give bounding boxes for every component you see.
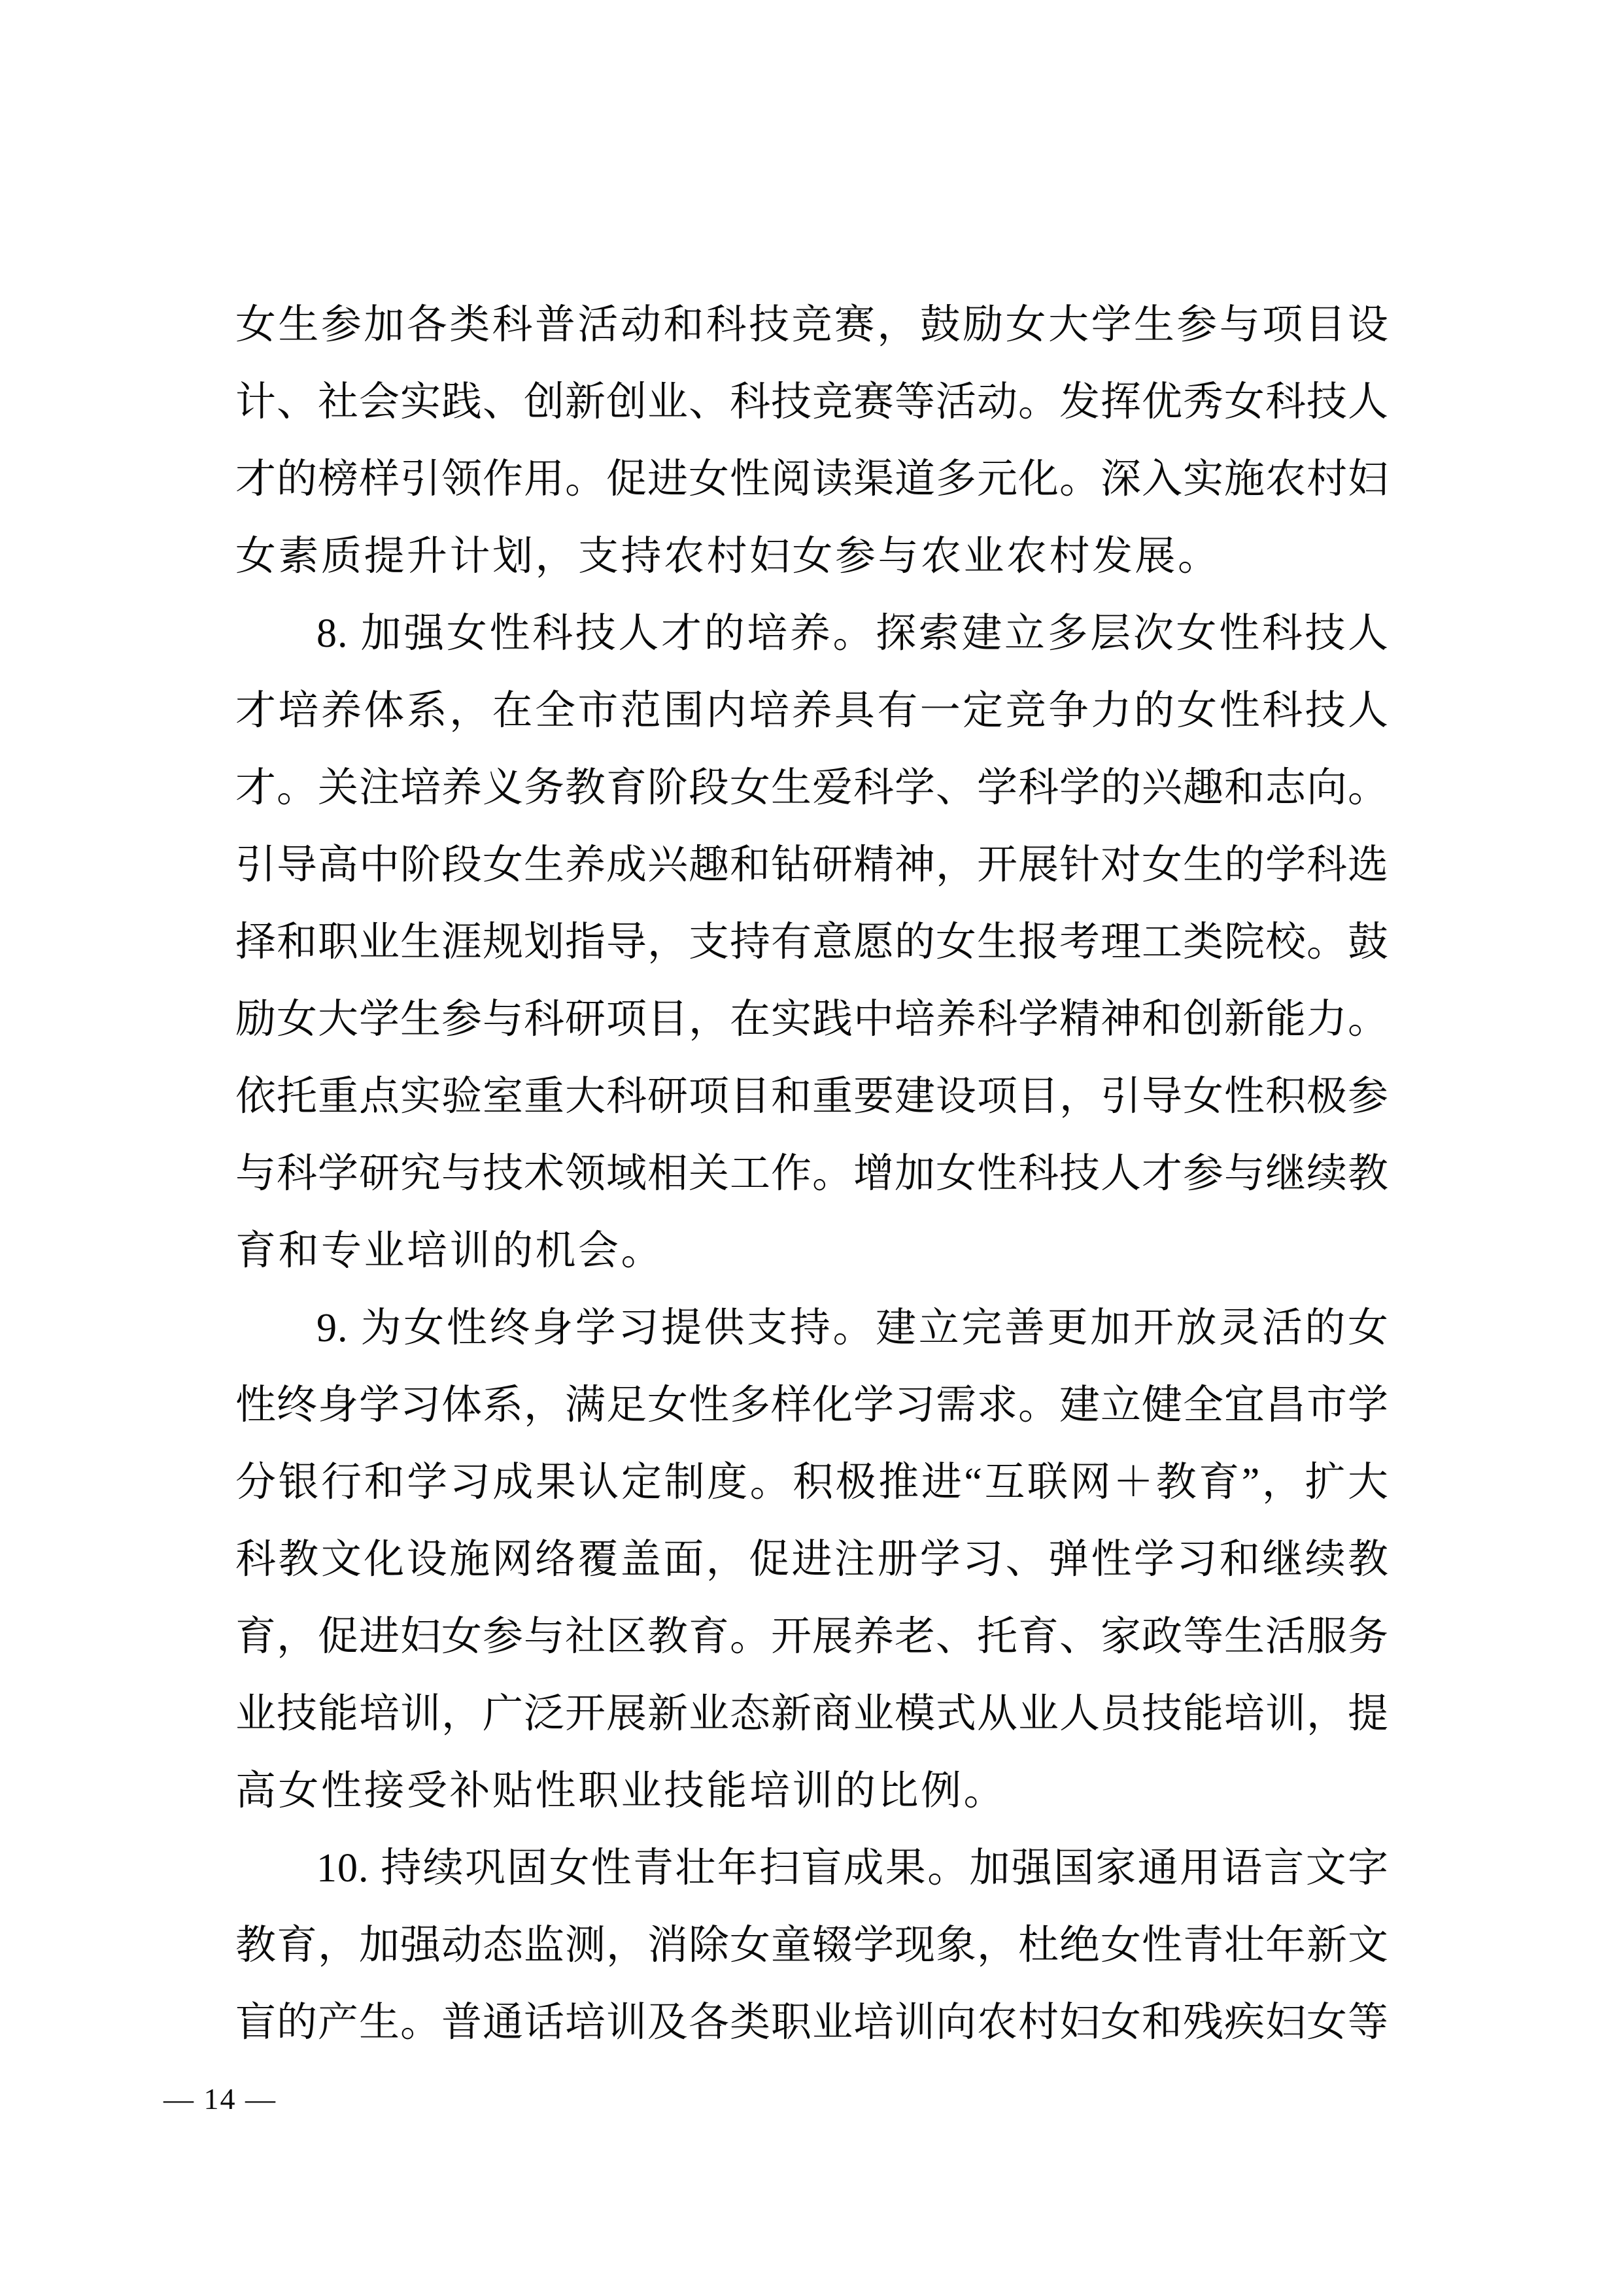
text-line: 育，促进妇女参与社区教育。开展养老、托育、家政等生活服务 (235, 1615, 1390, 1659)
paragraph-item-9 (235, 1290, 1389, 1830)
paragraph-continuation (235, 286, 1389, 595)
text-line: 引导高中阶段女生养成兴趣和钻研精神，开展针对女生的学科选 (235, 843, 1390, 887)
text-line: 8. 加强女性科技人才的培养。探索建立多层次女性科技人 (316, 611, 1389, 656)
text-line: 女生参加各类科普活动和科技竞赛，鼓励女大学生参与项目设 (235, 303, 1389, 347)
text-line: 才培养体系，在全市范围内培养具有一定竞争力的女性科技人 (235, 689, 1389, 733)
body-text (235, 286, 1389, 2061)
paragraph-item-10 (235, 1830, 1389, 2061)
text-line: 依托重点实验室重大科研项目和重要建设项目，引导女性积极参 (235, 1074, 1390, 1119)
text-line: 科教文化设施网络覆盖面，促进注册学习、弹性学习和继续教 (235, 1537, 1389, 1582)
page-number: — 14 — (163, 2082, 277, 2116)
text-line: 才。关注培养义务教育阶段女生爱科学、学科学的兴趣和志向。 (235, 766, 1390, 810)
text-line: 业技能培训，广泛开展新业态新商业模式从业人员技能培训，提 (235, 1692, 1390, 1736)
text-line: 9. 为女性终身学习提供支持。建立完善更加开放灵活的女 (316, 1306, 1389, 1350)
text-line: 与科学研究与技术领域相关工作。增加女性科技人才参与继续教 (235, 1152, 1390, 1196)
text-line: 高女性接受补贴性职业技能培训的比例。 (235, 1769, 1007, 1813)
text-line: 分银行和学习成果认定制度。积极推进“互联网＋教育”，扩大 (235, 1460, 1389, 1505)
text-line: 性终身学习体系，满足女性多样化学习需求。建立健全宜昌市学 (235, 1383, 1390, 1428)
paragraph-item-8 (235, 595, 1389, 1290)
text-line: 育和专业培训的机会。 (235, 1229, 664, 1273)
text-line: 择和职业生涯规划指导，支持有意愿的女生报考理工类院校。鼓 (235, 920, 1390, 965)
text-line: 盲的产生。普通话培训及各类职业培训向农村妇女和残疾妇女等 (235, 2000, 1390, 2045)
text-line: 教育，加强动态监测，消除女童辍学现象，杜绝女性青壮年新文 (235, 1923, 1390, 1968)
text-line: 10. 持续巩固女性青壮年扫盲成果。加强国家通用语言文字 (316, 1846, 1389, 1891)
text-line: 励女大学生参与科研项目，在实践中培养科学精神和创新能力。 (235, 997, 1390, 1042)
text-line: 女素质提升计划，支持农村妇女参与农业农村发展。 (235, 534, 1221, 579)
text-line: 计、社会实践、创新创业、科技竞赛等活动。发挥优秀女科技人 (235, 380, 1390, 424)
text-line: 才的榜样引领作用。促进女性阅读渠道多元化。深入实施农村妇 (235, 457, 1390, 502)
